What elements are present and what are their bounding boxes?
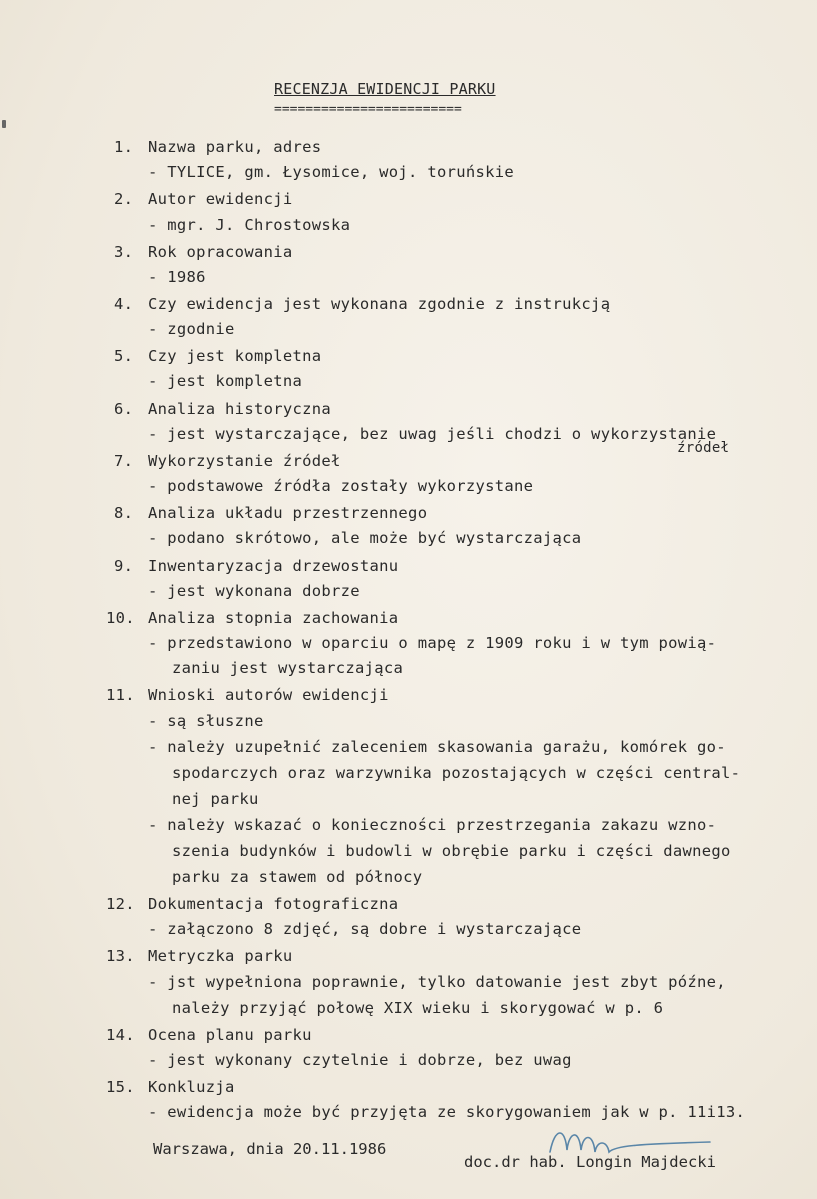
item-answer: - załączono 8 zdjęć, są dobre i wystarczające — [148, 920, 582, 938]
item-heading: Metryczka parku — [148, 947, 293, 965]
item-heading: Inwentaryzacja drzewostanu — [148, 557, 399, 575]
item-heading: Wykorzystanie źródeł — [148, 452, 341, 470]
item-heading: Dokumentacja fotograficzna — [148, 895, 399, 913]
item-answer: - podano skrótowo, ale może być wystarczająca — [148, 529, 582, 547]
item-number: 6. — [114, 400, 134, 418]
item-answer: - jst wypełniona poprawnie, tylko datowanie jest zbyt późne, — [148, 973, 726, 991]
item-answer-insert: źródeł — [677, 440, 730, 456]
item-answer: - należy uzupełnić zaleceniem skasowania garażu, komórek go- — [148, 738, 726, 756]
item-heading: Konkluzja — [148, 1078, 235, 1096]
item-number: 9. — [114, 557, 134, 575]
item-answer: należy przyjąć połowę XIX wieku i skorygować w p. 6 — [172, 999, 664, 1017]
item-answer: - zgodnie — [148, 320, 235, 338]
item-answer: nej parku — [172, 790, 259, 808]
item-heading: Analiza historyczna — [148, 400, 332, 418]
item-number: 10. — [106, 609, 135, 627]
item-answer: - jest kompletna — [148, 372, 303, 390]
item-heading: Czy ewidencja jest wykonana zgodnie z instrukcją — [148, 295, 611, 313]
item-number: 8. — [114, 504, 134, 522]
item-answer: zaniu jest wystarczająca — [172, 659, 404, 677]
margin-mark — [2, 120, 6, 128]
item-number: 15. — [106, 1078, 135, 1096]
item-answer: - jest wykonana dobrze — [148, 582, 360, 600]
item-number: 11. — [106, 686, 135, 704]
item-number: 1. — [114, 138, 134, 156]
item-answer: - jest wykonany czytelnie i dobrze, bez uwag — [148, 1051, 572, 1069]
item-number: 5. — [114, 347, 134, 365]
item-answer: - należy wskazać o konieczności przestrzegania zakazu wzno- — [148, 816, 717, 834]
item-heading: Czy jest kompletna — [148, 347, 322, 365]
item-answer: - ewidencja może być przyjęta ze skorygowaniem jak w p. 11i13. — [148, 1103, 746, 1121]
item-answer: - mgr. J. Chrostowska — [148, 216, 351, 234]
item-heading: Wnioski autorów ewidencji — [148, 686, 389, 704]
item-answer: - 1986 — [148, 268, 206, 286]
item-number: 7. — [114, 452, 134, 470]
item-number: 3. — [114, 243, 134, 261]
item-answer: - przedstawiono w oparciu o mapę z 1909 roku i w tym powią- — [148, 634, 717, 652]
item-answer: - podstawowe źródła zostały wykorzystane — [148, 477, 534, 495]
place-and-date: Warszawa, dnia 20.11.1986 — [153, 1140, 387, 1158]
item-answer: - są słuszne — [148, 712, 264, 730]
item-number: 4. — [114, 295, 134, 313]
item-heading: Autor ewidencji — [148, 190, 293, 208]
item-number: 2. — [114, 190, 134, 208]
item-heading: Analiza stopnia zachowania — [148, 609, 399, 627]
item-answer: - TYLICE, gm. Łysomice, woj. toruńskie — [148, 163, 515, 181]
item-number: 13. — [106, 947, 135, 965]
item-number: 14. — [106, 1026, 135, 1044]
item-answer: - jest wystarczające, bez uwag jeśli chodzi o wykorzystanie — [148, 425, 717, 443]
item-answer: parku za stawem od północy — [172, 868, 423, 886]
item-number: 12. — [106, 895, 135, 913]
item-answer: spodarczych oraz warzywnika pozostających w części central- — [172, 764, 741, 782]
item-heading: Rok opracowania — [148, 243, 293, 261]
title-underline: ======================== — [274, 102, 462, 117]
item-heading: Ocena planu parku — [148, 1026, 312, 1044]
document-title: RECENZJA EWIDENCJI PARKU — [274, 80, 496, 98]
item-heading: Analiza układu przestrzennego — [148, 504, 428, 522]
signer-name: doc.dr hab. Longin Majdecki — [464, 1153, 716, 1171]
item-heading: Nazwa parku, adres — [148, 138, 322, 156]
item-answer: szenia budynków i budowli w obrębie parku i części dawnego — [172, 842, 731, 860]
